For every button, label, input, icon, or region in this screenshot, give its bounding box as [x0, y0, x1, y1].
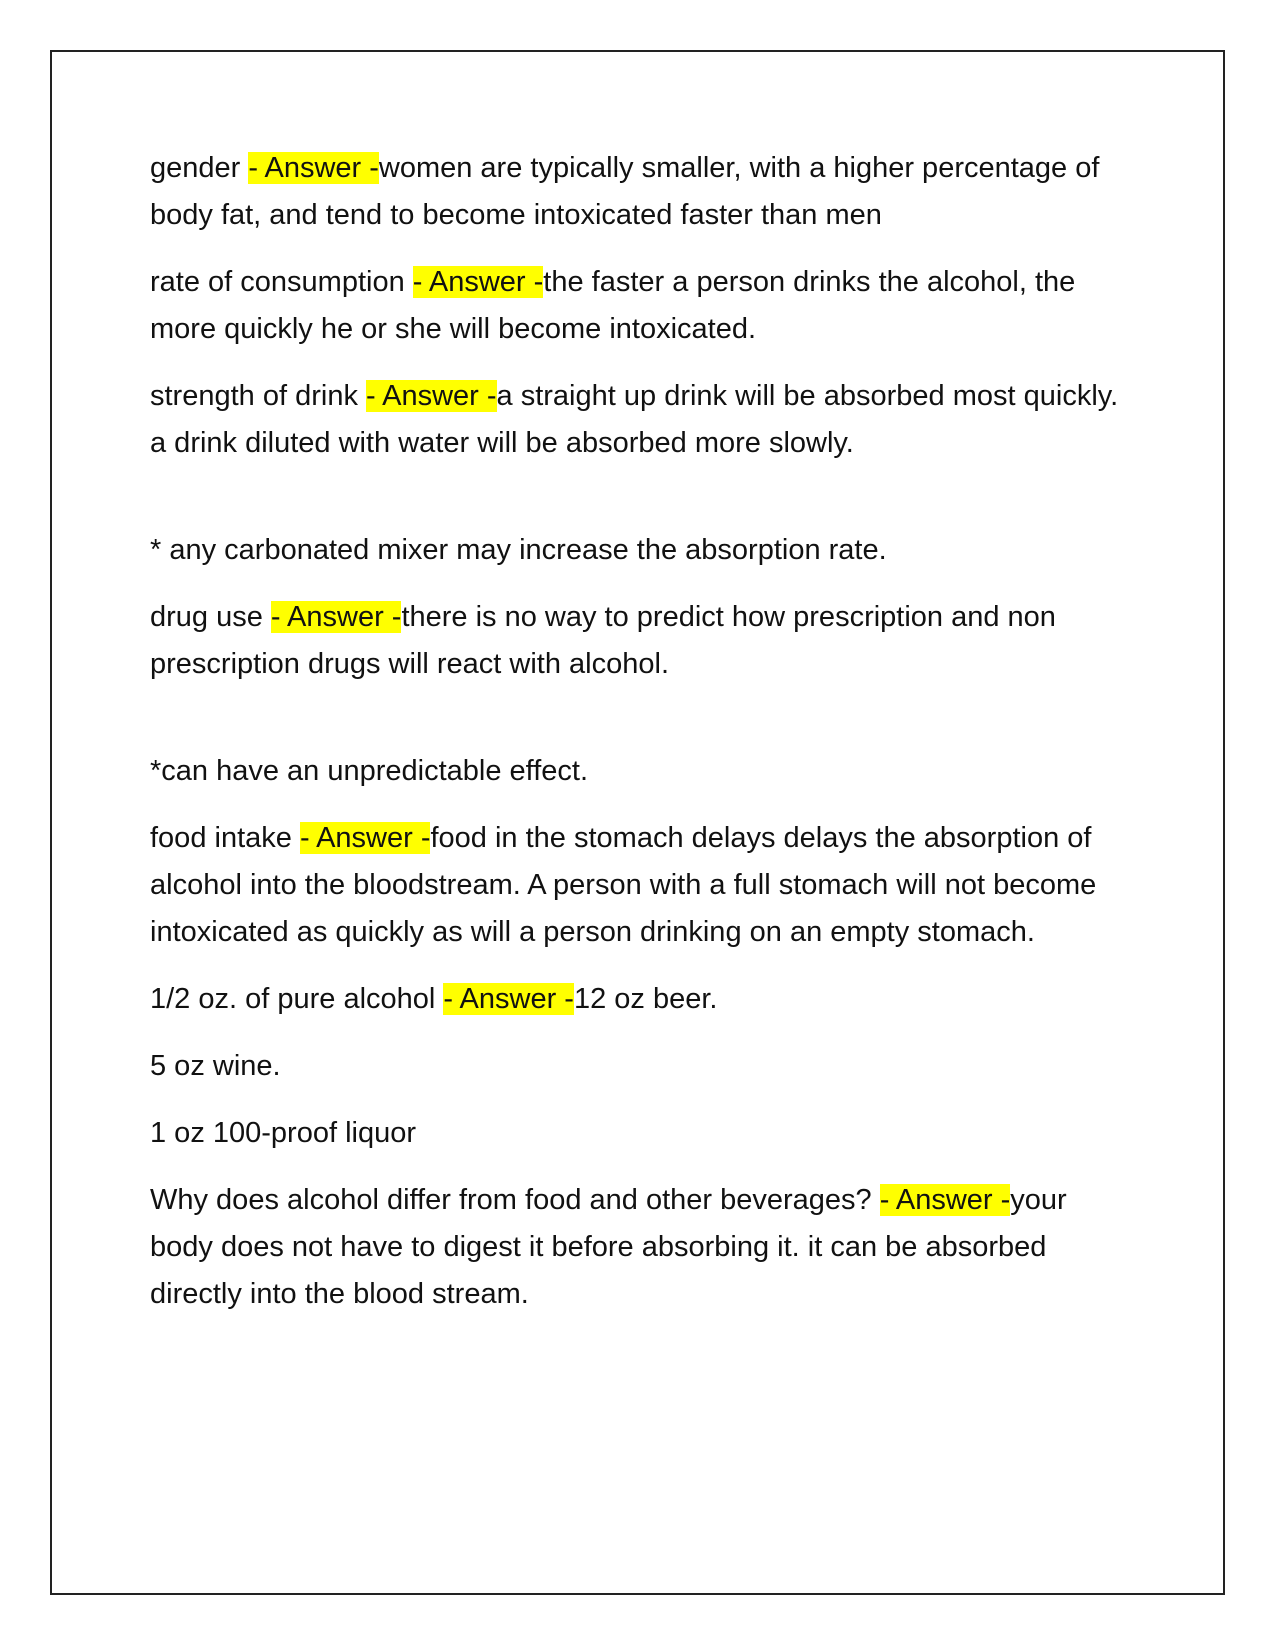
term: strength of drink	[150, 380, 366, 412]
qa-gender	[150, 145, 1125, 239]
term: 1/2 oz. of pure alcohol	[150, 983, 444, 1015]
term: food intake	[150, 822, 300, 854]
note-unpredictable-effect: *can have an unpredictable effect.	[150, 755, 589, 787]
answer-text: the faster a person drinks the alcohol, the more quickly he or she will become intoxicated.	[150, 266, 1076, 345]
answer-text: there is no way to predict how prescription and non prescription drugs will react with alcohol.	[150, 601, 1056, 680]
qa-alcohol-differ	[150, 1177, 1125, 1318]
answer-text: food in the stomach delays delays the absorption of alcohol into the bloodstream. A person with a full stomach will not become intoxicated as quickly as will a person drinking on an empty stomach.	[150, 822, 1097, 948]
answer-text: a straight up drink will be absorbed most quickly. a drink diluted with water will be absorbed more slowly.	[150, 380, 1119, 459]
term: rate of consumption	[150, 266, 413, 298]
qa-rate-of-consumption	[150, 259, 1125, 353]
answer-marker: - Answer -	[879, 1184, 1011, 1216]
answer-marker: - Answer -	[412, 266, 544, 298]
term: gender	[150, 152, 249, 184]
answer-text: 12 oz beer.	[573, 983, 718, 1015]
answer-marker: - Answer -	[248, 152, 379, 184]
qa-food-intake	[150, 815, 1125, 956]
answer-marker: - Answer -	[366, 380, 497, 412]
term: drug use	[150, 601, 271, 633]
equivalent-wine: 5 oz wine.	[150, 1050, 281, 1082]
term: Why does alcohol differ from food and other beverages?	[150, 1184, 880, 1216]
qa-pure-alcohol	[150, 976, 1125, 1023]
answer-marker: - Answer -	[270, 601, 402, 633]
answer-marker: - Answer -	[443, 983, 574, 1015]
document-body	[150, 145, 1125, 1338]
qa-drug-use	[150, 594, 1125, 688]
answer-marker: - Answer -	[299, 822, 431, 854]
note-carbonated-mixer: * any carbonated mixer may increase the absorption rate.	[150, 534, 887, 566]
qa-strength-of-drink	[150, 373, 1125, 467]
answer-text: women are typically smaller, with a higher percentage of body fat, and tend to become intoxicated faster than men	[150, 152, 1100, 231]
answer-text: your body does not have to digest it before absorbing it. it can be absorbed directly into the blood stream.	[150, 1184, 1067, 1310]
equivalent-liquor: 1 oz 100-proof liquor	[150, 1117, 416, 1149]
